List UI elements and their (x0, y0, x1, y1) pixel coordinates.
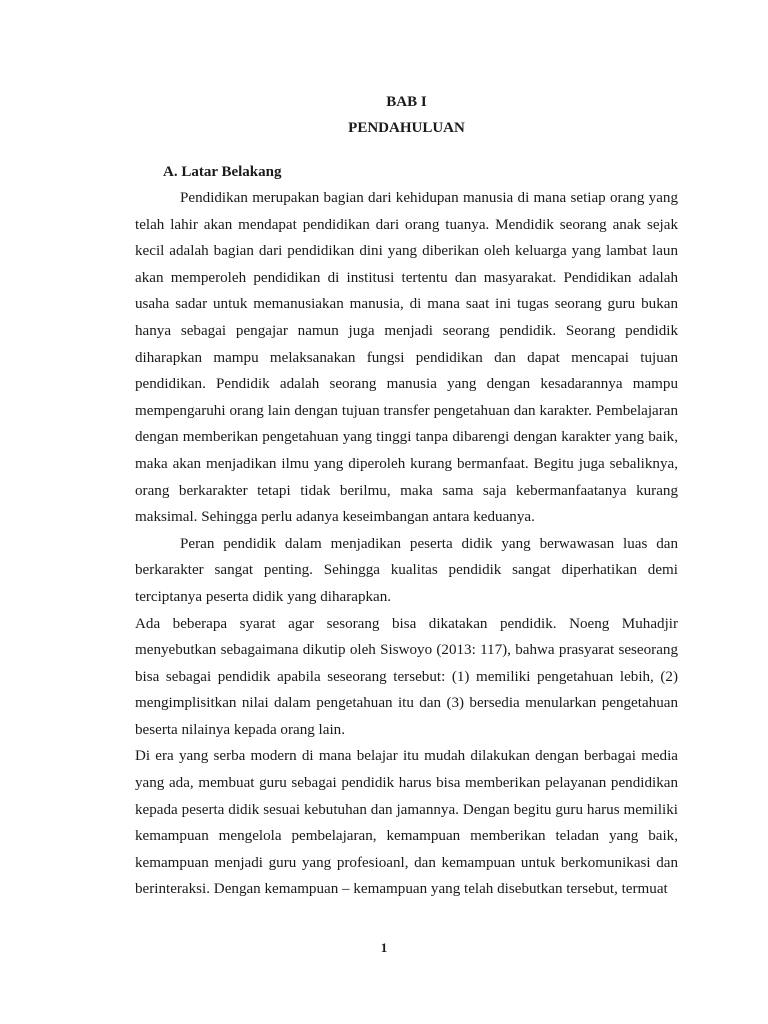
chapter-title: PENDAHULUAN (348, 120, 465, 136)
paragraph-1: Pendidikan merupakan bagian dari kehidupan manusia di mana setiap orang yang telah lahir akan mendapat pendidikan dari orang tuanya. Mendidik seorang anak sejak kecil adalah bagian dari pendidikan dini yang diberikan oleh keluarga yang lambat laun akan memperoleh pendidikan di institusi tertentu dan masyarakat. Pendidikan adalah usaha sadar untuk memanusiakan manusia, di mana saat ini tugas seorang guru bukan hanya sebagai pengajar namun juga menjadi seorang pendidik. Seorang pendidik diharapkan mampu melaksanakan fungsi pendidikan dan dapat mencapai tujuan pendidikan. Pendidik adalah seorang manusia yang dengan kesadarannya mampu mempengaruhi orang lain dengan tujuan transfer pengetahuan dan karakter. Pembelajaran dengan memberikan pengetahuan yang tinggi tanpa dibarengi dengan karakter yang baik, maka akan menjadikan ilmu yang diperoleh kurang bermanfaat. Begitu juga sebaliknya, orang berkarakter tetapi tidak berilmu, maka sama saja kebermanfaatanya kurang maksimal. Sehingga perlu adanya keseimbangan antara keduanya. (135, 190, 678, 526)
paragraph-3: Ada beberapa syarat agar sesorang bisa dikatakan pendidik. Noeng Muhadjir menyebutkan sebagaimana dikutip oleh Siswoyo (2013: 117), bahwa prasyarat seseorang bisa sebagai pendidik apabila seseorang tersebut: (1) memiliki pengetahuan lebih, (2) mengimplisitkan nilai dalam pengetahuan itu dan (3) bersedia menularkan pengetahuan beserta nilainya kepada orang lain. (135, 615, 678, 738)
paragraph-2: Peran pendidik dalam menjadikan peserta didik yang berwawasan luas dan berkarakter sangat penting. Sehingga kualitas pendidik sangat diperhatikan demi terciptanya peserta didik yang diharapkan. (135, 535, 678, 605)
chapter-label: BAB I (386, 94, 427, 110)
section-heading: A. Latar Belakang (163, 164, 282, 180)
paragraph-4: Di era yang serba modern di mana belajar itu mudah dilakukan dengan berbagai media yang ada, membuat guru sebagai pendidik harus bisa memberikan pelayanan pendidikan kepada peserta didik sesuai kebutuhan dan jamannya. Dengan begitu guru harus memiliki kemampuan mengelola pembelajaran, kemampuan memberikan teladan yang baik, kemampuan menjadi guru yang profesioanl, dan kemampuan untuk berkomunikasi dan berinteraksi. Dengan kemampuan – kemampuan yang telah disebutkan tersebut, termuat (135, 748, 678, 898)
document-page (135, 89, 678, 903)
page-number: 1 (380, 940, 388, 955)
